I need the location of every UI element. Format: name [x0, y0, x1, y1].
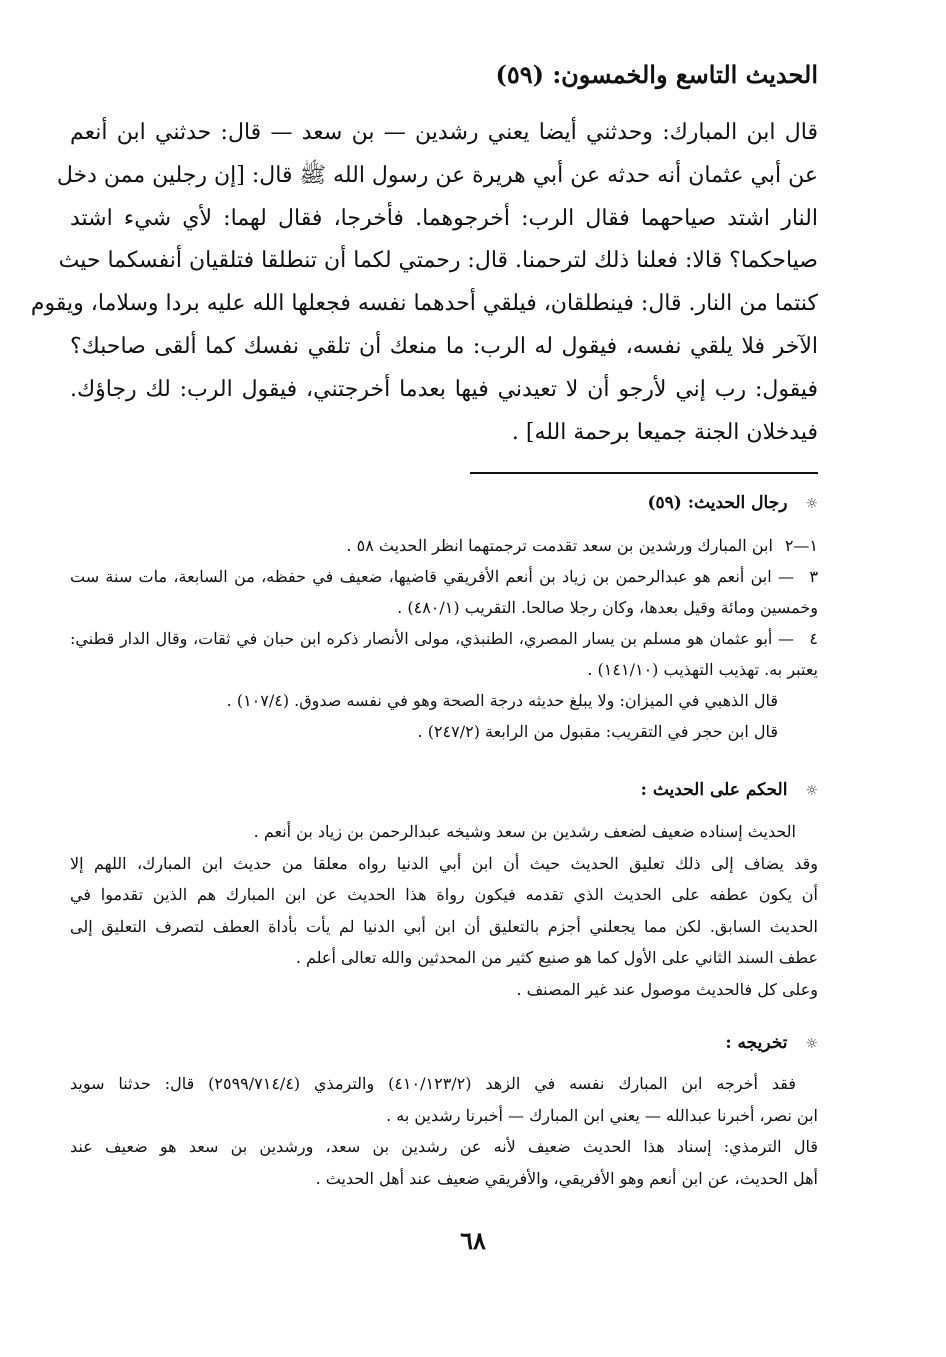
footnote-divider [470, 472, 818, 474]
hadith-line: فيقول: رب إني لأرجو أن لا تعيدني فيها بعدما أخرجتني، فيقول الرب: لك رجاؤك. [70, 376, 819, 402]
rijal-item-number: ٤ — [778, 629, 819, 648]
hadith-text [30, 112, 819, 454]
rijal-title [647, 493, 818, 513]
hadith-line: صياحكما؟ قالا: فعلنا ذلك لترحمنا. قال: رحمتي لكما أن تنطلقا فتلقيان أنفسكما حيث [58, 248, 818, 274]
rijal-item-continuation: وخمسين ومائة وقيل بعدها، وكان رجلا صالحا. التقريب (٤٨٠/١) . [397, 598, 818, 617]
hukm-line: عطف السند الثاني على الأول كما هو صنيع كثير من المحدثين والله تعالى أعلم . [295, 948, 818, 967]
rijal-item [70, 530, 818, 561]
rijal-title-text: رجال الحديث: (٥٩) [647, 493, 788, 513]
section-star-icon: ☼ [805, 1036, 818, 1052]
hadith-line: كنتما من النار. قال: فينطلقان، فيلقي أحدهما نفسه فجعلها الله عليه بردا وسلاما، ويقوم [30, 291, 818, 317]
hukm-line: وقد يضاف إلى ذلك تعليق الحديث حيث أن ابن أبي الدنيا رواه معلقا من حديث ابن المبارك، اللهم إلا [70, 853, 819, 873]
rijal-item [70, 561, 818, 592]
rijal-item-continuation: قال الذهبي في الميزان: ولا يبلغ حديثه درجة الصحة وهو في نفسه صدوق. (١٠٧/٤) . [226, 691, 778, 710]
hadith-line: فيدخلان الجنة جميعا برحمة الله] . [511, 419, 818, 445]
rijal-item-continuation: يعتبر به. تهذيب التهذيب (١٤١/١٠) . [587, 660, 818, 679]
hukm-title-text: الحكم على الحديث : [640, 780, 788, 800]
hadith-line: الآخر فلا يلقي نفسه، فيقول له الرب: ما منعك أن تلقي نفسك كما ألقى صاحبك؟ [70, 333, 818, 359]
hadith-line: قال ابن المبارك: وحدثني أيضا يعني رشدين — بن سعد — قال: حدثني ابن أنعم [70, 120, 818, 145]
rijal-item [70, 623, 818, 654]
hadith-line: النار اشتد صياحهما فقال الرب: أخرجوهما. فأخرجا، فقال لهما: لأي شيء اشتد [70, 205, 818, 231]
rijal-item-text: ابن أنعم هو عبدالرحمن بن زياد بن أنعم الأفريقي قاضيها، ضعيف في حفظه، من السابعة، مات سنة ست [70, 567, 772, 586]
hukm-line: وعلى كل فالحديث موصول عند غير المصنف . [516, 979, 818, 999]
hukm-text [70, 816, 818, 1005]
hukm-line: أن يكون عطفه على الحديث الذي تقدمه فيكون رواة هذا الحديث عن ابن المبارك هم الذين تقدموا في [70, 885, 818, 904]
hadith-heading: الحديث التاسع والخمسون: (٥٩) [495, 60, 818, 89]
takhrij-line: أهل الحديث، عن ابن أنعم وهو الأفريقي، والأفريقي ضعيف عند أهل الحديث . [315, 1168, 818, 1188]
page-number: ٦٨ [460, 1226, 486, 1255]
hukm-line: الحديث السابق. لكن مما يجعلني أجزم بالتعليق أن ابن أبي الدنيا لم يأت بأداة العطف لتصرف التعليق إلى [70, 916, 818, 936]
rijal-list [70, 530, 818, 747]
rijal-item-continuation: قال ابن حجر في التقريب: مقبول من الرابعة (٢٤٧/٢) . [417, 722, 778, 741]
section-star-icon: ☼ [805, 496, 818, 512]
takhrij-line: ابن نصر، أخبرنا عبدالله — يعني ابن المبارك — أخبرنا رشدين به . [386, 1105, 818, 1125]
rijal-item-text: ابن المبارك ورشدين بن سعد تقدمت ترجمتهما انظر الحديث ٥٨ . [346, 536, 773, 555]
hukm-line: الحديث إسناده ضعيف لضعف رشدين بن سعد وشيخه عبدالرحمن بن زياد بن أنعم . [253, 822, 796, 841]
hukm-title [641, 780, 818, 800]
rijal-item-number: ١—٢ [784, 536, 818, 555]
rijal-item-number: ٣ — [778, 567, 818, 586]
takhrij-line: فقد أخرجه ابن المبارك نفسه في الزهد (٤١٠/١٢٣/٢) والترمذي (٢٥٩٩/٧١٤/٤) قال: حدثنا سويد [70, 1074, 797, 1093]
takhrij-title-text: تخريجه : [725, 1033, 788, 1053]
takhrij-text [70, 1068, 818, 1194]
takhrij-title [725, 1033, 818, 1053]
section-star-icon: ☼ [805, 783, 818, 799]
takhrij-line: قال الترمذي: إسناد هذا الحديث ضعيف لأنه عن رشدين بن سعد، ورشدين بن سعد هو ضعيف عند [70, 1137, 818, 1156]
hadith-line: عن أبي عثمان أنه حدثه عن أبي هريرة عن رسول الله ﷺ قال: [إن رجلين ممن دخل [56, 162, 818, 188]
rijal-item-text: أبو عثمان هو مسلم بن يسار المصري، الطنبذي، مولى الأنصار ذكره ابن حبان في ثقات، وقال الدار قطني: [70, 629, 773, 648]
